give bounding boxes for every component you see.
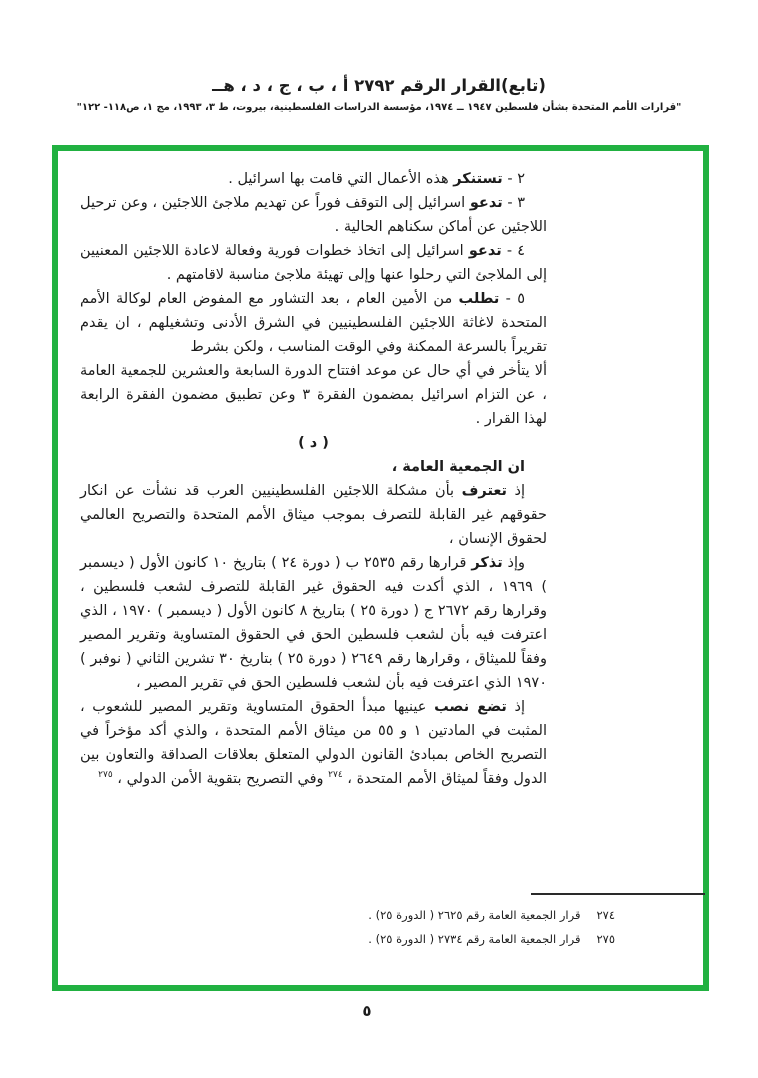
footnotes-block [58,893,703,951]
item-text: من الأمين العام ، بعد التشاور مع المفوض العام لوكالة الأمم المتحدة لاغاثة اللاجئين الفلسطينيين في الشرق الأدنى وتشغيلهم ، ان يقدم تقريراً بالسرعة الممكنة وفي الوقت المناسب ، ولكن بشرط [80,291,547,355]
preamble-text: بأن مشكلة اللاجئين الفلسطينيين العرب قد نشأت عن انكار حقوقهم غير القابلة للتصرف بموجب ميثاق الأمم المتحدة والتصريح العالمي لحقوق الإنسان ، [80,483,547,547]
footnote-text: قرار الجمعية العامة رقم ٢٧٣٤ ( الدورة ٢٥) . [368,932,581,946]
operative-keyword: تطلب [458,291,500,307]
preamble-paragraph [80,551,547,695]
preamble-lead: إذ [507,483,525,499]
resolution-title: (تابع)القرار الرقم ٢٧٩٢ أ ، ب ، ج ، د ، هــ [212,76,546,95]
operative-paragraph [80,167,547,191]
section-marker: ( د ) [298,435,329,451]
item-number: ٤ - [501,243,526,259]
footnote-ref-274: ٢٧٤ [328,770,343,781]
preamble-text: عينيها مبدأ الحقوق المتساوية وتقرير المصير للشعوب ، المثبت في المادتين ١ و ٥٥ من ميثاق الأمم المتحدة ، والذي أكد مؤخراً في التصريح الخاص بمبادئ القانون الدولي المتعلق بعلاقات الصداقة والتعاون بين الدول وفقاً لميثاق الأمم المتحدة ، [80,699,547,787]
operative-paragraph [80,287,547,359]
item-number: ٥ - [499,291,525,307]
operative-keyword: تستنكر [453,171,503,187]
item-text: هذه الأعمال التي قامت بها اسرائيل . [228,171,454,187]
operative-paragraph [80,191,547,239]
operative-keyword: تدعو [469,195,503,211]
preamble-text: قرارها رقم ٢٥٣٥ ب ( دورة ٢٤ ) بتاريخ ١٠ كانون الأول ( ديسمبر ) ١٩٦٩ ، الذي أكدت فيه الحقوق غير القابلة للتصرف لشعب فلسطين ، وقرارها رقم ٢٦٧٢ ج ( دورة ٢٥ ) بتاريخ ٨ كانون الأول ( ديسمبر ) ١٩٧٠ ، الذي اعترفت فيه بأن لشعب فلسطين الحق في الحقوق المتساوية وتقرير المصير وفقاً للميثاق ، وقرارها رقم ٢٦٤٩ ( دورة ٢٥ ) بتاريخ ٣٠ تشرين الثاني ( نوفبر ) ١٩٧٠ الذي اعترفت فيه بأن لشعب فلسطين الحق في تقرير المصير ، [80,555,547,691]
preamble-keyword: تذكر [471,555,503,571]
footnote-number: ٢٧٤ [596,908,615,922]
item-text: اسرائيل إلى اتخاذ خطوات فورية وفعالة لاعادة اللاجئين المعنيين إلى الملاجئ التي رحلوا عنها وإلى تهيئة ملاجئ مناسبة لاقامتهم . [80,243,547,283]
footnote-number: ٢٧٥ [596,932,615,946]
preamble-keyword: تضع نصب [434,699,507,715]
preamble-paragraph [80,479,547,551]
item-number: ٣ - [502,195,525,211]
item-number: ٢ - [502,171,525,187]
continuation-paragraph: ألا يتأخر في أي حال عن موعد افتتاح الدورة السابعة والعشرين للجمعية العامة ، عن التزام اسرائيل بمضمون الفقرة ٣ وعن تطبيق مضمون الفقرة الرابعة لهذا القرار . [80,363,547,427]
annotation-frame [52,145,709,991]
preamble-paragraph [80,695,547,791]
preamble-keyword: تعترف [461,483,507,499]
preamble-heading: ان الجمعية العامة ، [391,459,525,475]
preamble-lead: إذ [506,699,525,715]
operative-keyword: تدعو [468,243,502,259]
preamble-text: وفي التصريح بتقوية الأمن الدولي ، [112,771,329,787]
page-number: ٥ [362,1002,372,1020]
footnote [58,927,615,951]
preamble-lead: وإذ [502,555,525,571]
operative-paragraph [80,239,547,287]
source-citation: "قرارات الأمم المتحدة بشأن فلسطين ١٩٤٧ ــ ١٩٧٤، مؤسسة الدراسات الفلسطينية، بيروت، ط ٣، ١٩٩٣، مج ١، ص١١٨- ١٢٢" [76,102,682,113]
item-text: اسرائيل إلى التوقف فوراً عن تهديم ملاجئ اللاجئين ، وعن ترحيل اللاجئين عن أماكن سكناهم الحالية . [80,195,547,235]
footnote-divider [531,893,705,895]
footnote [58,903,615,927]
resolution-body [58,151,703,791]
page-header [0,76,758,113]
footnote-ref-275: ٢٧٥ [98,770,113,781]
footnote-text: قرار الجمعية العامة رقم ٢٦٢٥ ( الدورة ٢٥) . [368,908,581,922]
